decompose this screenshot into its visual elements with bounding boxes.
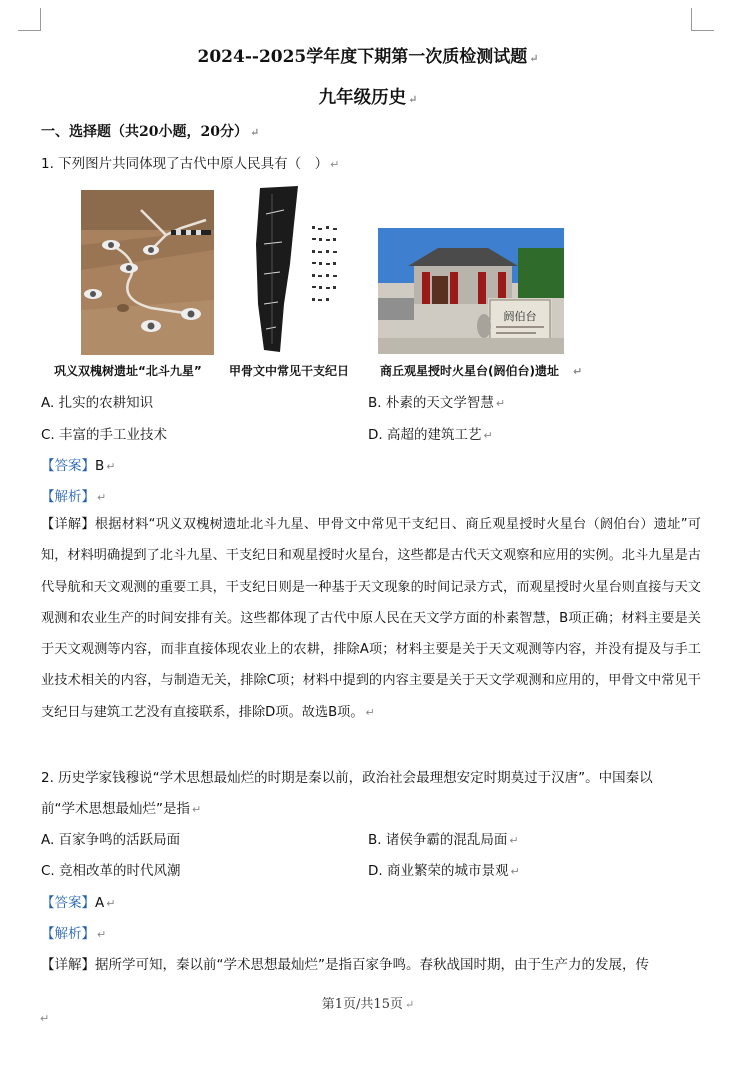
q1-image-oracle-bone xyxy=(250,184,345,354)
q2-option-b: B. 诸侯争霸的混乱局面 ↵ xyxy=(368,832,519,848)
plaque-text: 阏伯台 xyxy=(503,310,537,323)
q1-option-a: A. 扎实的农耕知识 xyxy=(41,395,154,411)
q1-caption-2: 甲骨文中常见干支纪日 xyxy=(229,364,350,378)
q1-stem: 1. 下列图片共同体现了古代中原人民具有（ ） ↵ xyxy=(41,156,340,172)
q2-answer: 【答案】A ↵ xyxy=(41,895,116,911)
crop-mark-top-left xyxy=(18,8,41,31)
q2-analysis-heading: 【解析】 ↵ xyxy=(41,926,107,942)
q1-caption-3: 商丘观星授时火星台(阏伯台)遗址 ↵ xyxy=(380,364,583,378)
q1-option-b: B. 朴素的天文学智慧 ↵ xyxy=(368,395,506,411)
q2-stem-line-1: 2. 历史学家钱穆说“学术思想最灿烂的时期是秦以前，政治社会最理想安定时期莫过于汉唐”。中国秦以 xyxy=(41,770,653,786)
q2-option-a: A. 百家争鸣的活跃局面 xyxy=(41,832,181,848)
q1-analysis-heading: 【解析】 ↵ xyxy=(41,489,107,505)
subject-title: 九年级历史 ↵ xyxy=(318,88,418,108)
q2-stem-line-2: 前“学术思想最灿烂”是指 ↵ xyxy=(41,801,202,817)
crop-mark-top-right xyxy=(691,8,714,31)
q2-option-c: C. 竞相改革的时代风潮 xyxy=(41,863,181,879)
q1-caption-1: 巩义双槐树遗址“北斗九星” xyxy=(54,364,202,378)
end-paragraph-mark: ↵ xyxy=(40,1012,50,1025)
q1-detail: 【详解】根据材料“巩义双槐树遗址北斗九星、甲骨文中常见干支纪日、商丘观星授时火星台（阏伯台）遗址”可知，材料明确提到了北斗九星、干支纪日和观星授时火星台，这些都是古代天文观察和应用的实例。北斗九星是古代导航和天文观测的重要工具，干支纪日则是一种基于天文现象的时间记录方式，而观星授时火星台则直接与天文观测和农业生产的时间安排有关。这些都体现了古代中原人民在天文学方面的朴素智慧，B项正确；材料主要是关于天文观测等内容，而非直接体现农业上的农耕，排除A项；材料主要是关于天文观测等内容，并没有提及与手工业技术相关的内容，与制造无关，排除C项；材料中提到的内容主要是关于天文学观测和应用的，甲骨文中常见干支纪日与建筑工艺没有直接联系，排除D项。故选B项。 ↵ xyxy=(41,517,701,720)
q1-image-observatory xyxy=(378,228,564,354)
section-heading: 一、选择题（共20小题，20分） ↵ xyxy=(41,124,260,140)
q2-option-d: D. 商业繁荣的城市景观 ↵ xyxy=(368,863,520,879)
q2-detail: 【详解】据所学可知，秦以前“学术思想最灿烂”是指百家争鸣。春秋战国时期，由于生产力的发展，传 xyxy=(41,957,649,973)
q1-answer: 【答案】B ↵ xyxy=(41,458,116,474)
page-footer: 第1页/共15页 ↵ xyxy=(321,997,415,1012)
q1-option-c: C. 丰富的手工业技术 xyxy=(41,427,168,443)
q1-option-d: D. 高超的建筑工艺 ↵ xyxy=(368,427,493,443)
q1-image-excavation xyxy=(81,190,214,355)
exam-title: 2024--2025学年度下期第一次质检测试题 ↵ xyxy=(197,47,539,67)
